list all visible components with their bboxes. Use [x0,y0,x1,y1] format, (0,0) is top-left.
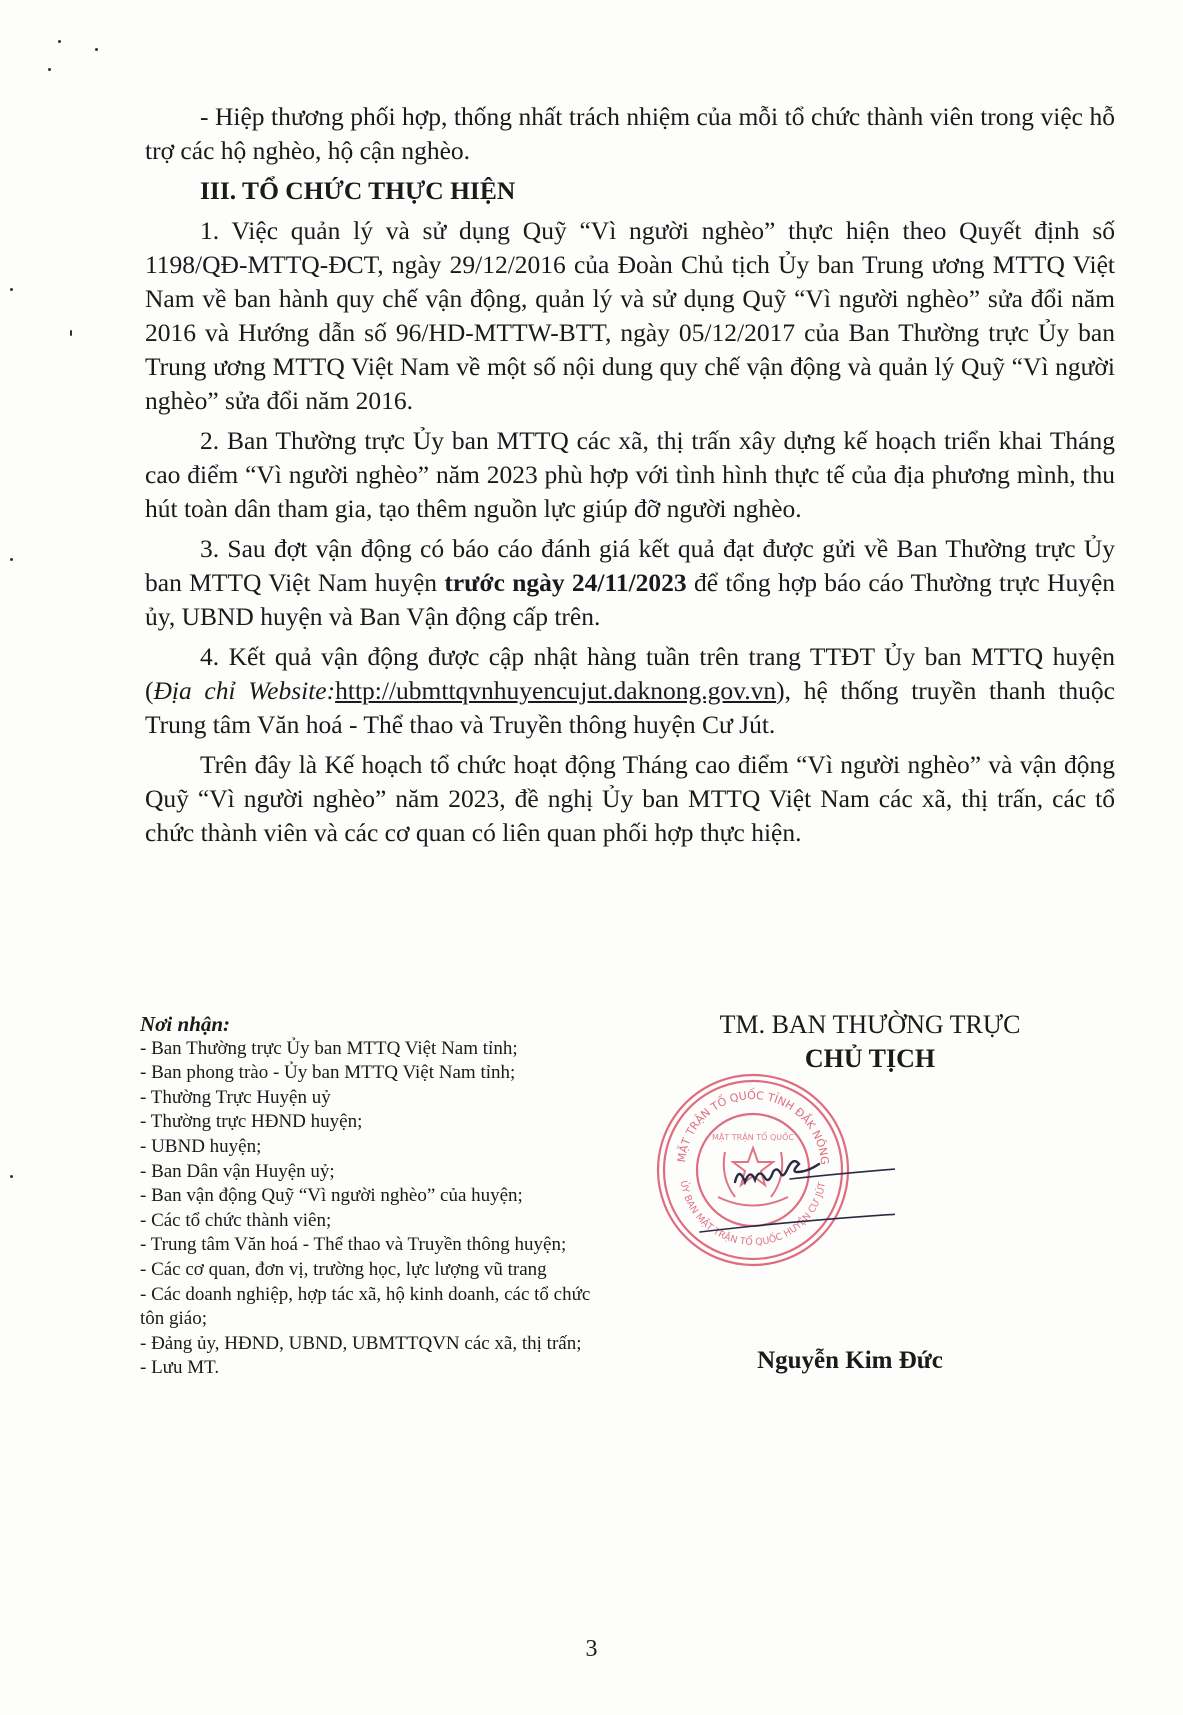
scan-speck [58,40,61,43]
scan-speck [48,68,51,71]
recipient-item: - Ban vận động Quỹ “Vì người nghèo” của huyện; [140,1185,523,1207]
signature-role: CHỦ TỊCH [804,1044,936,1073]
recipient-item: - Trung tâm Văn hoá - Thể thao và Truyền thông huyện; [140,1234,567,1256]
section-heading: III. TỔ CHỨC THỰC HIỆN [200,176,516,205]
scan-speck [95,48,98,51]
paragraph-3 [145,532,1115,634]
scan-speck [10,1175,13,1178]
paragraph-4-text-end: ), hệ thống truyền thanh thuộc Trung tâm Văn hoá - Thể thao và Truyền thông huyện Cư Jút. [145,676,1115,739]
page-number: 3 [585,1636,598,1662]
recipient-item: - Các cơ quan, đơn vị, trường học, lực lượng vũ trang [140,1258,547,1280]
recipient-item: - Thường trực HĐND huyện; [140,1111,363,1133]
paragraph-1: 1. Việc quản lý và sử dụng Quỹ “Vì người nghèo” thực hiện theo Quyết định số 1198/QĐ-MTTQ-ĐCT, ngày 29/12/2016 của Đoàn Chủ tịch Ủy ban Trung ương MTTQ Việt Nam về ban hành quy chế vận động, quản lý và sử dụng Quỹ “Vì người nghèo” sửa đổi năm 2016 và Hướng dẫn số 96/HD-MTTW-BTT, ngày 05/12/2017 của Ban Thường trực Ủy ban Trung ương MTTQ Việt Nam về một số nội dung quy chế vận động và quản lý Quỹ “Vì người nghèo” sửa đổi năm 2016. [145,216,1115,415]
stamp-text-outer: MẶT TRẬN TỔ QUỐC TỈNH ĐẮK NÔNG [675,1088,832,1166]
recipient-item: - Ban Dân vận Huyện uỷ; [140,1160,335,1182]
paragraph-3-text: 3. Sau đợt vận động có báo cáo đánh giá kết quả đạt được gửi về Ban Thường trực Ủy ban MTTQ Việt Nam huyện [145,534,1115,597]
intro-bullet: - Hiệp thương phối hợp, thống nhất trách nhiệm của mỗi tổ chức thành viên trong việc hỗ trợ các hộ nghèo, hộ cận nghèo. [145,102,1115,165]
stamp-text-center: MẶT TRẬN TỔ QUỐC [711,1133,795,1142]
website-label: Địa chỉ Website: [153,676,336,705]
paragraph-4 [145,640,1115,742]
recipient-item: - Các doanh nghiệp, hợp tác xã, hộ kinh doanh, các tổ chức tôn giáo; [140,1283,591,1330]
paragraph-2: 2. Ban Thường trực Ủy ban MTTQ các xã, thị trấn xây dựng kế hoạch triển khai Tháng cao điểm “Vì người nghèo” năm 2023 phù hợp với tình hình thực tế của địa phương mình, thu hút toàn dân tham gia, tạo thêm nguồn lực giúp đỡ người nghèo. [145,426,1115,523]
recipient-item: - Ban phong trào - Ủy ban MTTQ Việt Nam tỉnh; [140,1062,516,1084]
official-stamp-icon [640,1062,895,1267]
recipients-list [140,1012,610,1381]
scan-speck [70,330,72,336]
body-text [145,100,1115,850]
recipient-item: - Lưu MT. [140,1357,220,1379]
recipient-item: - Thường Trực Huyện uỷ [140,1086,331,1108]
closing-paragraph: Trên đây là Kế hoạch tổ chức hoạt động Tháng cao điểm “Vì người nghèo” và vận động Quỹ “Vì người nghèo” năm 2023, đề nghị Ủy ban MTTQ Việt Nam các xã, thị trấn, các tổ chức thành viên và các cơ quan có liên quan phối hợp thực hiện. [145,750,1115,847]
recipient-item: - UBND huyện; [140,1135,262,1157]
paragraph-4-text: 4. Kết quả vận động được cập nhật hàng tuần trên trang TTĐT Ủy ban MTTQ huyện ( [145,642,1115,705]
signature-org: TM. BAN THƯỜNG TRỰC [719,1010,1021,1039]
recipient-item: - Các tổ chức thành viên; [140,1209,332,1231]
scan-speck [10,558,13,561]
recipient-item: - Đảng ủy, HĐND, UBND, UBMTTQVN các xã, thị trấn; [140,1332,582,1354]
website-link[interactable]: http://ubmttqvnhuyencujut.daknong.gov.vn [335,676,777,705]
recipient-item: - Ban Thường trực Ủy ban MTTQ Việt Nam tỉnh; [140,1037,518,1059]
paragraph-3-text-end: để tổng hợp báo cáo Thường trực Huyện ủy, UBND huyện và Ban Vận động cấp trên. [145,568,1116,631]
stamp-text-inner: ỦY BAN MẶT TRẬN TỔ QUỐC HUYỆN CƯ JÚT [677,1179,829,1249]
scan-speck [10,288,13,291]
recipients-title: Nơi nhận: [140,1012,231,1036]
signer-name: Nguyễn Kim Đức [757,1347,943,1374]
deadline-text: trước ngày 24/11/2023 [444,568,687,597]
